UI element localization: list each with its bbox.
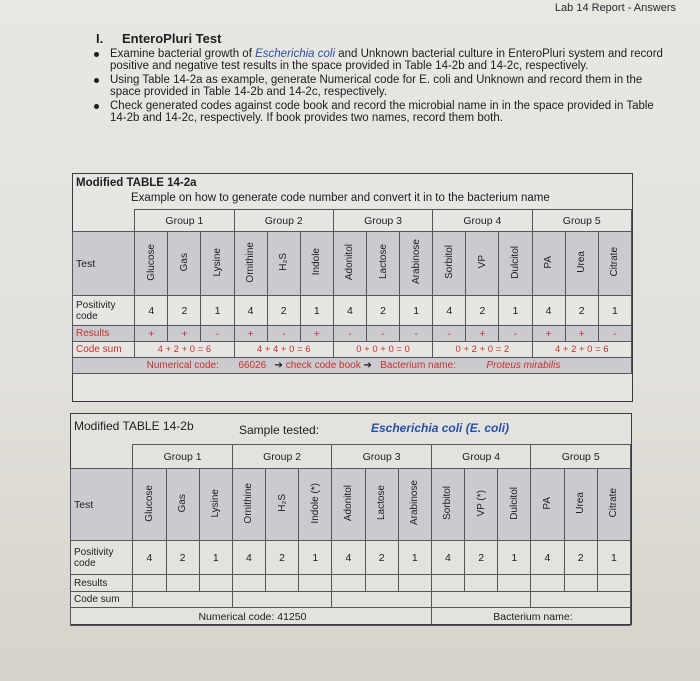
test-name: Indole (*) (309, 482, 321, 524)
result-input[interactable] (133, 575, 166, 592)
bacterium-name-label: Bacterium name: (380, 360, 456, 371)
code-sum-input[interactable] (332, 592, 432, 608)
result-value: + (532, 326, 565, 342)
test-column-header (166, 469, 199, 541)
test-column-header (201, 232, 234, 296)
positivity-value: 4 (433, 296, 466, 326)
test-row-label: Test (71, 469, 133, 541)
section-numeral: I. (96, 31, 104, 46)
bullet-icon (94, 104, 99, 109)
ecoli-grid (70, 444, 631, 626)
test-column-header (266, 469, 299, 541)
test-column-header (431, 469, 464, 541)
numerical-code-label: Numerical code: (198, 610, 275, 623)
positivity-row-label: Positivity code (73, 296, 135, 326)
positivity-value: 2 (565, 296, 598, 326)
test-name: Lactose (377, 244, 389, 280)
result-value: - (267, 326, 300, 342)
code-sum-input[interactable] (531, 592, 631, 608)
positivity-value: 2 (466, 296, 499, 326)
result-value: - (400, 326, 433, 342)
positivity-value: 2 (168, 296, 201, 326)
bacterium-name-label: Bacterium name: (493, 610, 573, 623)
positivity-value: 4 (431, 541, 464, 575)
result-value: + (300, 326, 333, 342)
test-column-header (365, 469, 398, 541)
codesum-row-label: Code sum (71, 592, 133, 608)
example-grid (72, 209, 632, 374)
positivity-value: 4 (333, 296, 366, 326)
test-name: Lysine (211, 247, 223, 277)
result-input[interactable] (232, 575, 265, 592)
code-sum-value: 0 + 0 + 0 = 0 (333, 342, 432, 358)
test-name: Gas (177, 493, 189, 513)
group-header: Group 2 (232, 445, 332, 469)
positivity-value: 2 (365, 541, 398, 575)
test-column-header (199, 469, 232, 541)
test-name: Glucose (143, 484, 155, 522)
numerical-code-value: 41250 (277, 610, 307, 623)
group-header: Group 4 (433, 210, 532, 232)
positivity-value: 2 (465, 541, 498, 575)
test-column-header (597, 469, 630, 541)
test-column-header (299, 469, 332, 541)
test-name: Sorbitol (442, 486, 454, 520)
result-value: + (135, 326, 168, 342)
positivity-value: 4 (234, 296, 267, 326)
test-column-header (531, 469, 564, 541)
positivity-value: 1 (199, 541, 232, 575)
results-row-label: Results (73, 326, 135, 342)
positivity-value: 2 (366, 296, 399, 326)
positivity-value: 4 (531, 541, 564, 575)
result-input[interactable] (398, 575, 431, 592)
arrow-right-icon: ➔ (274, 360, 283, 371)
group-header: Group 2 (234, 210, 333, 232)
code-sum-value: 4 + 2 + 0 = 6 (135, 342, 234, 358)
positivity-value: 4 (133, 541, 166, 575)
group-header: Group 3 (333, 210, 432, 232)
arrow-right-icon: ➔ (363, 360, 372, 371)
result-input[interactable] (531, 575, 564, 592)
positivity-value: 4 (232, 541, 265, 575)
test-name: H₂S (278, 253, 290, 271)
codesum-row-label: Code sum (73, 342, 135, 358)
test-column-header (499, 232, 532, 296)
result-value: + (565, 326, 598, 342)
positivity-value: 4 (332, 541, 365, 575)
group-header: Group 1 (133, 445, 233, 469)
group-header: Group 1 (135, 210, 234, 232)
result-input[interactable] (564, 575, 597, 592)
check-code-book-text: check code book (285, 360, 361, 371)
code-sum-input[interactable] (431, 592, 531, 608)
test-name: PA (541, 496, 553, 510)
instruction-item: Using Table 14-2a as example, generate Numerical code for E. coli and Unknown and record them in the space provided in Table 14-2b and 14-2c, respectively. (92, 74, 672, 98)
test-name: Arabinose (409, 480, 421, 526)
result-value: - (201, 326, 234, 342)
result-value: + (466, 326, 499, 342)
sample-tested-label: Sample tested: (239, 423, 320, 437)
positivity-value: 2 (166, 541, 199, 575)
test-name: Glucose (145, 243, 157, 281)
test-name: Adonitol (344, 243, 356, 281)
positivity-value: 2 (266, 541, 299, 575)
instruction-item: Examine bacterial growth of Escherichia coli and Unknown bacterial culture in EnteroPluri system and record positive and negative test results in the space provided in Table 14-2b and 14-2c, respectively. (92, 48, 672, 72)
table-subcaption: Example on how to generate code number and convert it in to the bacterium name (131, 192, 550, 204)
positivity-value: 4 (135, 296, 168, 326)
ecoli-table (70, 413, 632, 625)
example-table (72, 173, 633, 402)
code-sum-value: 4 + 4 + 0 = 6 (234, 342, 333, 358)
positivity-value: 4 (532, 296, 565, 326)
test-name: Arabinose (410, 239, 422, 285)
result-input[interactable] (199, 575, 232, 592)
test-column-header (532, 232, 565, 296)
result-input[interactable] (431, 575, 464, 592)
test-column-header (333, 232, 366, 296)
positivity-value: 1 (498, 541, 531, 575)
result-input[interactable] (465, 575, 498, 592)
test-row-label: Test (73, 232, 135, 296)
code-sum-value: 0 + 2 + 0 = 2 (433, 342, 532, 358)
positivity-value: 2 (267, 296, 300, 326)
bacterium-name-cell[interactable] (431, 608, 630, 626)
test-name: Dulcitol (508, 486, 520, 520)
code-sum-input[interactable] (232, 592, 332, 608)
positivity-value: 2 (564, 541, 597, 575)
test-name: Lactose (376, 485, 388, 521)
test-name: VP (*) (475, 489, 487, 517)
test-column-header (135, 232, 168, 296)
results-row-label: Results (71, 575, 133, 592)
section-title-text: EnteroPluri Test (122, 31, 222, 46)
test-name: Dulcitol (509, 245, 521, 279)
instruction-item: Check generated codes against code book and record the microbial name in in the space provided in Table 14-2b and 14-2c, respectively. If book provides two names, record them both. (92, 100, 672, 124)
bullet-icon (94, 78, 99, 83)
test-name: Citrate (609, 247, 621, 277)
test-name: PA (543, 255, 555, 269)
test-name: Urea (575, 492, 587, 514)
test-name: Ornithine (243, 482, 255, 524)
bacterium-name-value: Proteus mirabilis (486, 360, 561, 371)
numerical-code-row (71, 608, 432, 626)
test-name: Lysine (210, 488, 222, 518)
group-header: Group 5 (531, 445, 631, 469)
numerical-code-row (73, 358, 632, 374)
group-header: Group 3 (332, 445, 432, 469)
test-column-header (300, 232, 333, 296)
test-name: Urea (576, 251, 588, 273)
group-header: Group 5 (532, 210, 631, 232)
positivity-value: 1 (400, 296, 433, 326)
numerical-code-value: 66026 (238, 360, 267, 371)
organism-name: Escherichia coli (255, 48, 336, 60)
test-column-header (498, 469, 531, 541)
test-column-header (598, 232, 631, 296)
result-input[interactable] (299, 575, 332, 592)
test-column-header (267, 232, 300, 296)
result-input[interactable] (332, 575, 365, 592)
bullet-icon (94, 52, 99, 57)
positivity-value: 1 (598, 296, 631, 326)
test-column-header (564, 469, 597, 541)
result-value: + (168, 326, 201, 342)
result-input[interactable] (266, 575, 299, 592)
test-column-header (400, 232, 433, 296)
test-name: Citrate (608, 488, 620, 518)
positivity-value: 1 (299, 541, 332, 575)
test-column-header (168, 232, 201, 296)
test-column-header (366, 232, 399, 296)
numerical-code-label: Numerical code: (146, 360, 219, 371)
test-name: Ornithine (245, 241, 257, 283)
positivity-value: 1 (398, 541, 431, 575)
test-name: Adonitol (342, 484, 354, 522)
code-sum-value: 4 + 2 + 0 = 6 (532, 342, 631, 358)
test-column-header (398, 469, 431, 541)
result-value: - (433, 326, 466, 342)
positivity-row-label: Positivity code (71, 541, 133, 575)
table-caption: Modified TABLE 14-2a (76, 177, 197, 189)
instruction-list (92, 48, 672, 126)
result-value: - (598, 326, 631, 342)
test-column-header (565, 232, 598, 296)
table-caption: Modified TABLE 14-2b (74, 419, 194, 433)
test-column-header (466, 232, 499, 296)
result-value: + (234, 326, 267, 342)
group-header: Group 4 (431, 445, 531, 469)
positivity-value: 1 (201, 296, 234, 326)
test-column-header (232, 469, 265, 541)
positivity-value: 1 (300, 296, 333, 326)
test-name: Sorbitol (443, 245, 455, 279)
test-column-header (133, 469, 166, 541)
positivity-value: 1 (597, 541, 630, 575)
test-column-header (433, 232, 466, 296)
test-name: Gas (178, 252, 190, 272)
test-column-header (332, 469, 365, 541)
test-name: Indole (311, 248, 323, 276)
section-title (96, 31, 221, 46)
test-column-header (234, 232, 267, 296)
result-input[interactable] (166, 575, 199, 592)
code-sum-input[interactable] (133, 592, 233, 608)
result-value: - (333, 326, 366, 342)
test-name: VP (476, 255, 488, 269)
result-value: - (499, 326, 532, 342)
result-input[interactable] (498, 575, 531, 592)
lab-report-header: Lab 14 Report - Answers (554, 2, 676, 14)
result-input[interactable] (597, 575, 630, 592)
positivity-value: 1 (499, 296, 532, 326)
test-name: H₂S (276, 494, 288, 512)
test-column-header (465, 469, 498, 541)
sample-tested-value: Escherichia coli (E. coli) (371, 421, 510, 435)
result-input[interactable] (365, 575, 398, 592)
result-value: - (366, 326, 399, 342)
